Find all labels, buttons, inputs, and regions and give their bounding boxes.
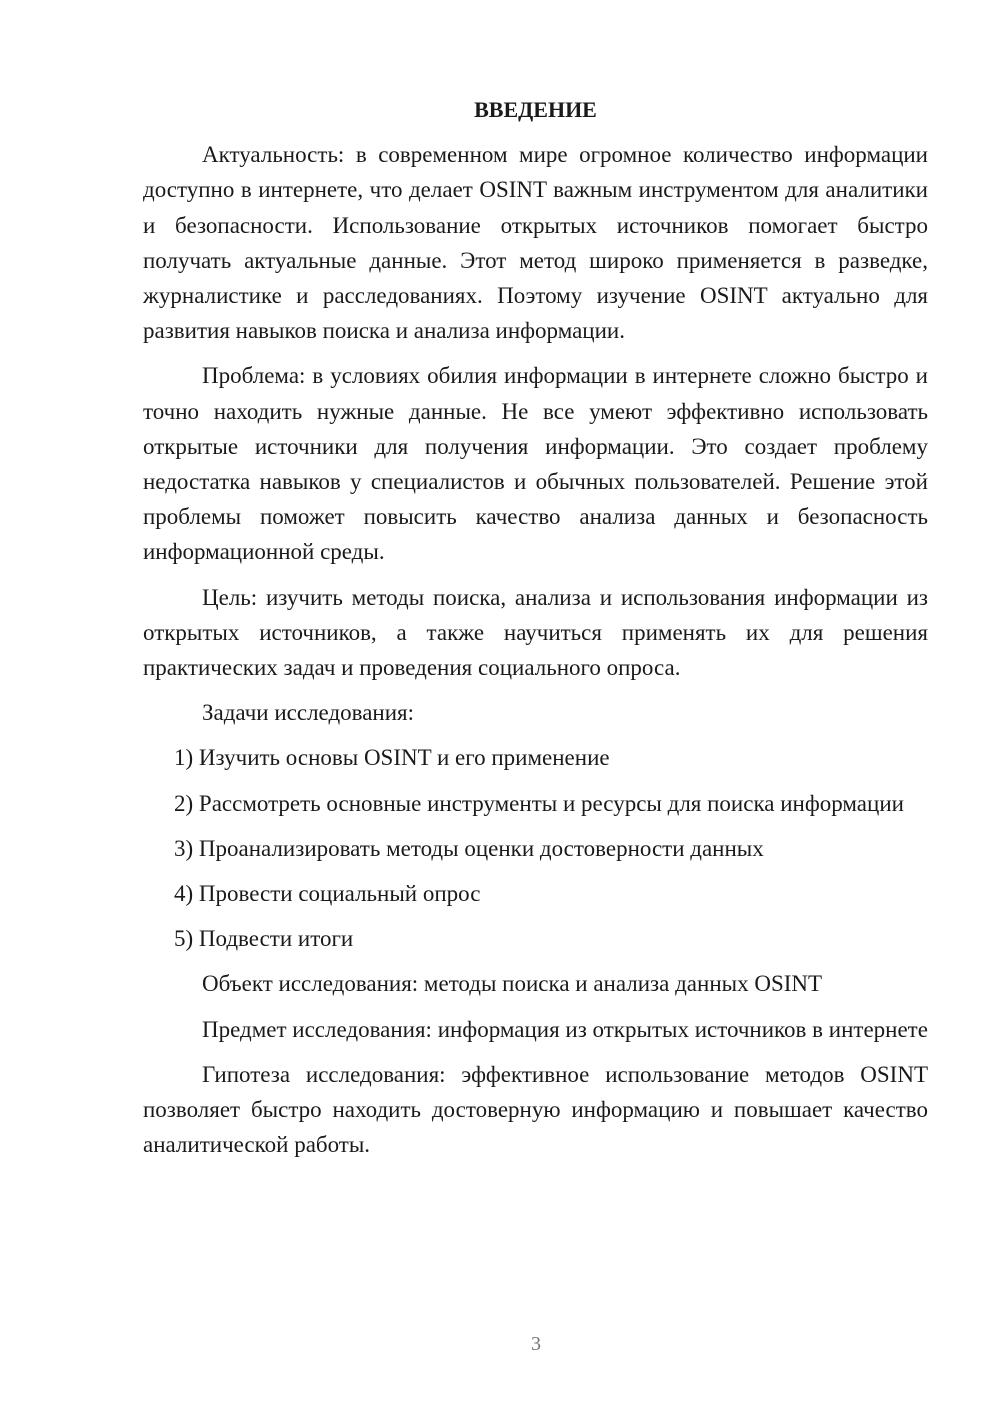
- page-number: 3: [531, 1333, 541, 1355]
- page-body: [143, 92, 928, 1172]
- task-item-2: 2) Рассмотреть основные инструменты и ресурсы для поиска информации: [174, 790, 904, 816]
- problem-paragraph: Проблема: в условиях обилия информации в интернете сложно быстро и точно находить нужные данные. Не все умеют эффективно использовать открытые источники для получения информации. Это создает проблему недостатка навыков у специалистов и обычных пользователей. Решение этой проблемы поможет повысить качество анализа данных и безопасность информационной среды.: [143, 363, 928, 565]
- relevance-paragraph: Актуальность: в современном мире огромное количество информации доступно в интернете, что делает OSINT важным инструментом для аналитики и безопасности. Использование открытых источников помогает быстро получать актуальные данные. Этот метод широко применяется в разведке, журналистике и расследованиях. Поэтому изучение OSINT актуально для развития навыков поиска и анализа информации.: [143, 142, 928, 344]
- hypothesis-paragraph: Гипотеза исследования: эффективное использование методов OSINT позволяет быстро находить достоверную информацию и повышает качество аналитической работы.: [143, 1061, 928, 1158]
- task-item-3: 3) Проанализировать методы оценки достоверности данных: [174, 835, 764, 861]
- task-item-1: 1) Изучить основы OSINT и его применение: [174, 745, 610, 771]
- subject-paragraph: Предмет исследования: информация из открытых источников в интернете: [202, 1016, 928, 1042]
- goal-paragraph: Цель: изучить методы поиска, анализа и использования информации из открытых источников, а также научиться применять их для решения практических задач и проведения социального опроса.: [143, 584, 928, 681]
- task-item-4: 4) Провести социальный опрос: [174, 881, 481, 907]
- task-item-5: 5) Подвести итоги: [174, 926, 354, 952]
- object-paragraph: Объект исследования: методы поиска и анализа данных OSINT: [202, 971, 823, 997]
- tasks-intro: Задачи исследования:: [202, 700, 415, 726]
- section-heading: ВВЕДЕНИЕ: [474, 97, 597, 122]
